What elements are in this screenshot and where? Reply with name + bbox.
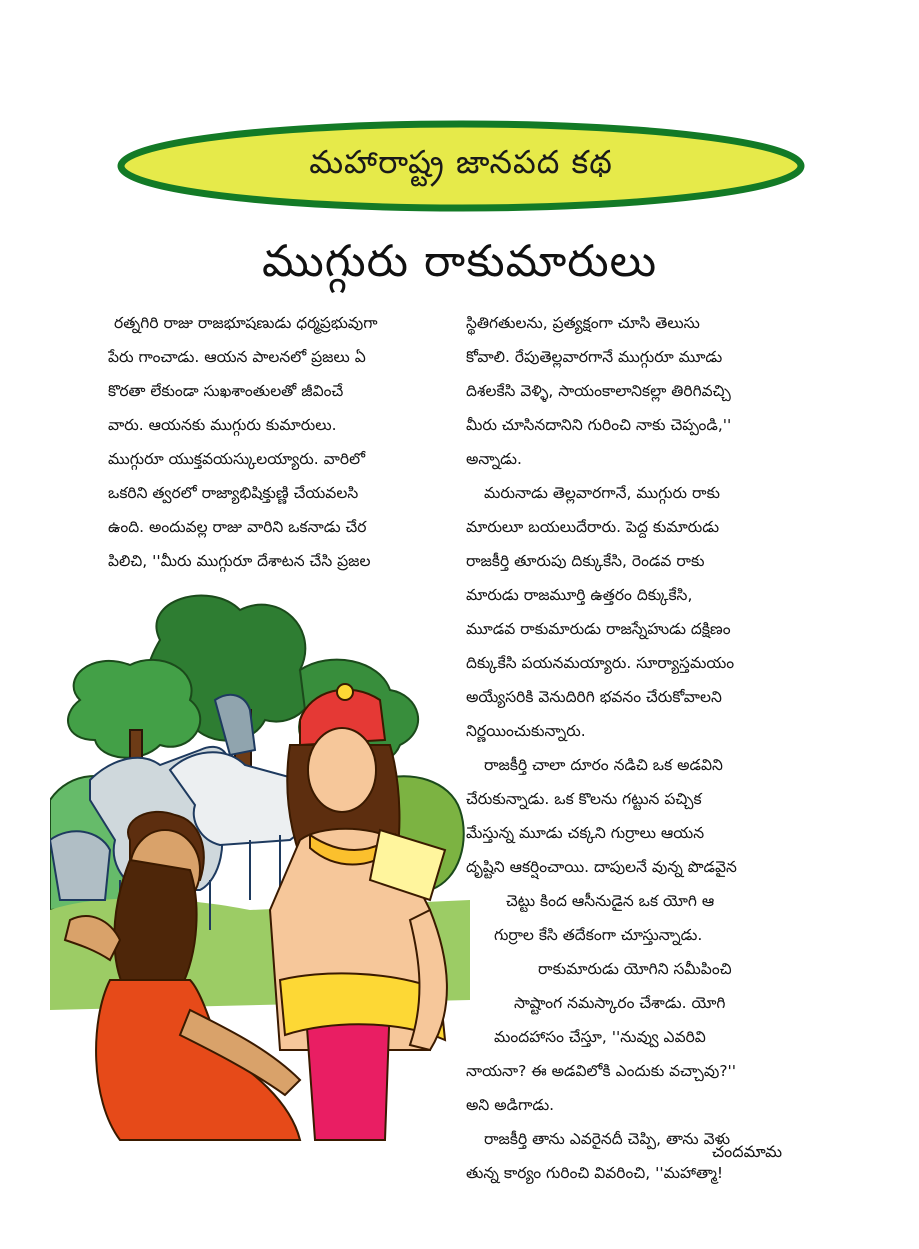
text-line: అని అడిగాడు. bbox=[466, 1096, 555, 1114]
text-line: పేరు గాంచాడు. ఆయన పాలనలో ప్రజలు ఏ bbox=[108, 348, 366, 366]
text-line: ఉంది. అందువల్ల రాజు వారిని ఒకనాడు చేర bbox=[108, 518, 367, 536]
text-line: మారుడు రాజమూర్తి ఉత్తరం దిక్కుకేసి, bbox=[466, 586, 693, 604]
text-line: స్థితిగతులను, ప్రత్యక్షంగా చూసి తెలుసు bbox=[466, 314, 700, 332]
text-line: చేరుకున్నాడు. ఒక కొలను గట్టున పచ్చిక bbox=[466, 790, 702, 808]
text-line: రాకుమారుడు యోగిని సమీపించి bbox=[538, 960, 732, 978]
text-line: మరునాడు తెల్లవారగానే, ముగ్గురు రాకు bbox=[484, 484, 721, 502]
text-line: రాజకీర్తి తాను ఎవరైనదీ చెప్పి, తాను వెళు bbox=[484, 1130, 731, 1148]
text-line: రత్నగిరి రాజు రాజభూషణుడు ధర్మప్రభువుగా bbox=[114, 314, 378, 332]
text-line: మీరు చూసినదానిని గురించి నాకు చెప్పండి,'' bbox=[466, 416, 732, 434]
story-title: ముగ్గురు రాకుమారులు bbox=[261, 236, 658, 287]
text-line: చెట్టు కింద ఆసీనుడైన ఒక యోగి ఆ bbox=[506, 892, 715, 910]
text-line: కొరతా లేకుండా సుఖశాంతులతో జీవించే bbox=[108, 382, 344, 400]
text-line: గుర్రాల కేసి తదేకంగా చూస్తున్నాడు. bbox=[494, 926, 703, 944]
text-line: అయ్యేసరికి వెనుదిరిగి భవనం చేరుకోవాలని bbox=[466, 688, 722, 706]
text-line: మందహాసం చేస్తూ, ''నువ్వు ఎవరివి bbox=[494, 1028, 706, 1046]
story-illustration bbox=[50, 580, 470, 1160]
text-line: ఒకరిని త్వరలో రాజ్యాభిషిక్తుణ్ణి చేయవలసి bbox=[108, 484, 359, 502]
banner bbox=[116, 120, 806, 212]
text-line: రాజకీర్తి తూరుపు దిక్కుకేసి, రెండవ రాకు bbox=[466, 552, 705, 570]
text-line: కోవాలి. రేపుతెల్లవారగానే ముగ్గురూ మూడు bbox=[466, 348, 723, 366]
right-column bbox=[466, 306, 811, 1190]
text-line: దిశలకేసి వెళ్ళి, సాయంకాలానికల్లా తిరిగివచ్చి bbox=[466, 382, 731, 400]
text-line: మూడవ రాకుమారుడు రాజస్నేహుడు దక్షిణం bbox=[466, 620, 731, 638]
text-line: ముగ్గురూ యుక్తవయస్కులయ్యారు. వారిలో bbox=[108, 450, 366, 468]
left-column bbox=[108, 306, 458, 578]
text-line: పిలిచి, ''మీరు ముగ్గురూ దేశాటన చేసి ప్రజల bbox=[108, 552, 371, 570]
text-line: రాజకీర్తి చాలా దూరం నడిచి ఒక అడవిని bbox=[484, 756, 723, 774]
illustration-svg bbox=[50, 580, 470, 1160]
text-line: మారులూ బయలుదేరారు. పెద్ద కుమారుడు bbox=[466, 518, 720, 536]
text-line: దిక్కుకేసి పయనమయ్యారు. సూర్యాస్తమయం bbox=[466, 654, 735, 672]
text-line: నాయనా? ఈ అడవిలోకి ఎందుకు వచ్చావు?'' bbox=[466, 1062, 737, 1080]
text-line: సాష్టాంగ నమస్కారం చేశాడు. యోగి bbox=[514, 994, 726, 1012]
text-line: నిర్ణయించుకున్నారు. bbox=[466, 722, 586, 740]
text-line: అన్నాడు. bbox=[466, 450, 522, 468]
text-line: తున్న కార్యం గురించి వివరించి, ''మహాత్మా! bbox=[466, 1164, 724, 1182]
text-line: వారు. ఆయనకు ముగ్గురు కుమారులు. bbox=[108, 416, 337, 434]
text-line: దృష్టిని ఆకర్షించాయి. దాపులనే వున్న పొడవైన bbox=[466, 858, 737, 876]
text-line: మేస్తున్న మూడు చక్కని గుర్రాలు ఆయన bbox=[466, 824, 705, 842]
banner-title: మహారాష్ట్ర జానపద కథ bbox=[309, 143, 613, 181]
magazine-label: చందమామ bbox=[712, 1142, 783, 1161]
